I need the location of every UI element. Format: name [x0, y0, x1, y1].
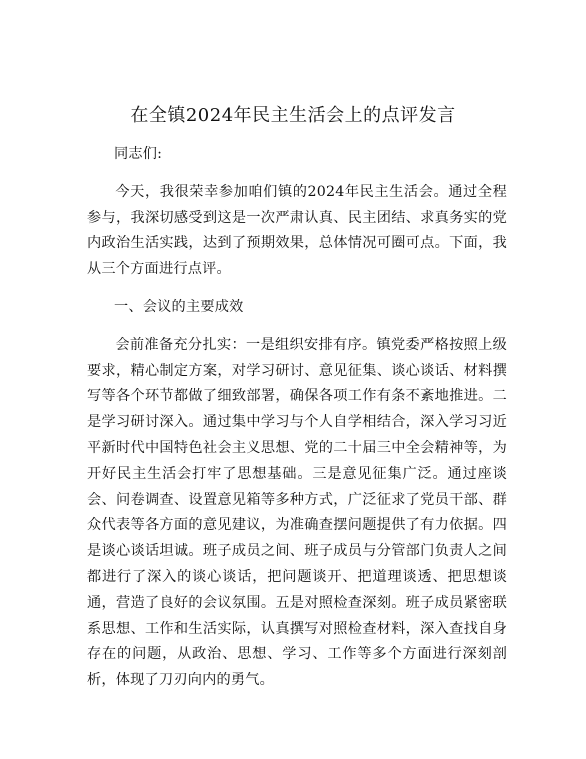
section-heading: 一、会议的主要成效 — [114, 298, 244, 315]
body-paragraph: 会前准备充分扎实：一是组织安排有序。镇党委严格按照上级要求，精心制定方案，对学习研讨、意见征集、谈心谈话、材料撰写等各个环节都做了细致部署，确保各项工作有条不紊地推进。二是学习研讨深入。通过集中学习与个人自学相结合，深入学习习近平新时代中国特色社会主义思想、党的二十届三中全会精神等，为开好民主生活会打牢了思想基础。三是意见征集广泛。通过座谈会、问卷调查、设置意见箱等多种方式，广泛征求了党员干部、群众代表等各方面的意见建议，为准确查摆问题提供了有力依据。四是谈心谈话坦诚。班子成员之间、班子成员与分管部门负责人之间都进行了深入的谈心谈话，把问题谈开、把道理谈透、把思想谈通，营造了良好的会议氛围。五是对照检查深刻。班子成员紧密联系思想、工作和生活实际，认真撰写对照检查材料，深入查找自身存在的问题，从政治、思想、学习、工作等多个方面进行深刻剖析，体现了刀刃向内的勇气。 — [87, 336, 507, 689]
intro-paragraph: 今天，我很荣幸参加咱们镇的2024年民主生活会。通过全程参与，我深切感受到这是一次严肃认真、民主团结、求真务实的党内政治生活实践，达到了预期效果，总体情况可圈可点。下面，我从三个方面进行点评。 — [87, 183, 507, 278]
document-body — [87, 142, 507, 706]
document-title: 在全镇2024年民主生活会上的点评发言 — [130, 105, 456, 126]
salutation: 同志们: — [114, 146, 163, 162]
